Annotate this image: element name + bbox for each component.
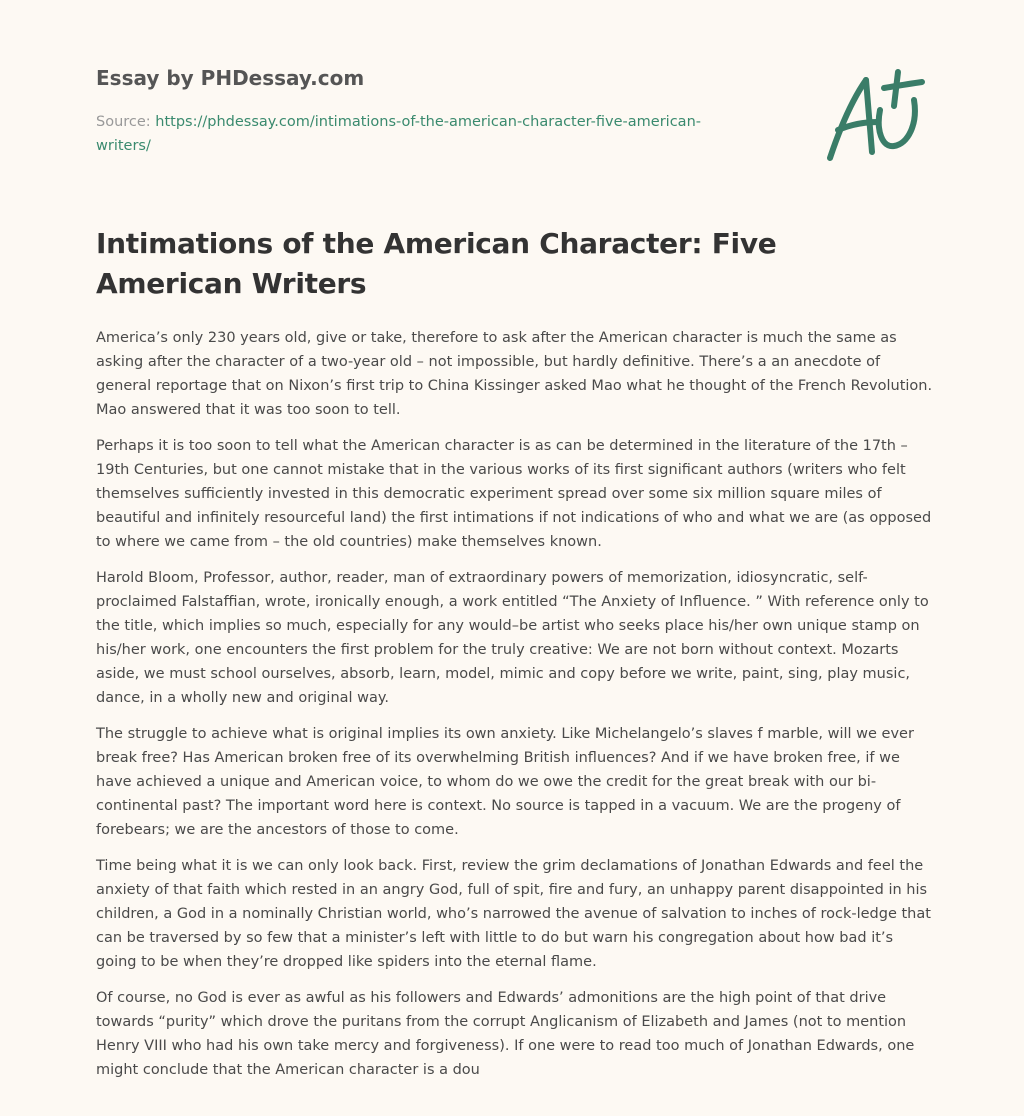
article-title: Intimations of the American Character: Five American Writers (96, 227, 777, 300)
site-brand: Essay by PHDessay.com (96, 66, 365, 90)
paragraph: Perhaps it is too soon to tell what the American character is as can be determined in the literature of the 17th – 19th Centuries, but one cannot mistake that in the various works of its first significant authors (writers who felt themselves sufficiently invested in this democratic experiment spread over some six million square miles of beautiful and infinitely resourceful land) the first intimations if not indications of who and what we are (as opposed to where we came from – the old countries) make themselves known. (96, 438, 932, 550)
source-line (96, 110, 736, 158)
page-header (96, 64, 776, 158)
paragraph: Time being what it is we can only look back. First, review the grim declamations of Jonathan Edwards and feel the anxiety of that faith which rested in an angry God, full of spit, fire and fury, an unhappy parent disappointed in his children, a God in a nominally Christian world, who’s narrowed the avenue of salvation to inches of rock-ledge that can be traversed by so few that a minister’s left with little to do but warn his congregation about how bad it’s going to be when they’re dropped like spiders into the eternal flame. (96, 858, 931, 970)
article-body (96, 326, 934, 1094)
paragraph: Harold Bloom, Professor, author, reader, man of extraordinary powers of memorization, idiosyncratic, self-proclaimed Falstaffian, wrote, ironically enough, a work entitled “The Anxiety of Influence. ” With reference only to the title, which implies so much, especially for any would–be artist who seeks place his/her own unique stamp on his/her work, one encounters the first problem for the truly creative: We are not born without context. Mozarts aside, we must school ourselves, absorb, learn, model, mimic and copy before we write, paint, sing, play music, dance, in a wholly new and original way. (96, 570, 929, 706)
paragraph: America’s only 230 years old, give or take, therefore to ask after the American character is much the same as asking after the character of a two-year old – not impossible, but hardly definitive. There’s a an anecdote of general reportage that on Nixon’s first trip to China Kissinger asked Mao what he thought of the French Revolution. Mao answered that it was too soon to tell. (96, 330, 933, 418)
source-link[interactable]: https://phdessay.com/intimations-of-the-american-character-five-american-writers/ (96, 114, 701, 154)
a-plus-grade-icon (818, 66, 930, 166)
paragraph: Of course, no God is ever as awful as his followers and Edwards’ admonitions are the high point of that drive towards “purity” which drove the puritans from the corrupt Anglicanism of Elizabeth and James (not to mention Henry VIII who had his own take mercy and forgiveness). If one were to read too much of Jonathan Edwards, one might conclude that the American character is a dou (96, 990, 915, 1078)
source-label: Source: (96, 114, 151, 130)
paragraph: The struggle to achieve what is original implies its own anxiety. Like Michelangelo’s slaves f marble, will we ever break free? Has American broken free of its overwhelming British influences? And if we have broken free, if we have achieved a unique and American voice, to whom do we owe the credit for the great break with our bi-continental past? The important word here is context. No source is tapped in a vacuum. We are the progeny of forebears; we are the ancestors of those to come. (96, 726, 914, 838)
